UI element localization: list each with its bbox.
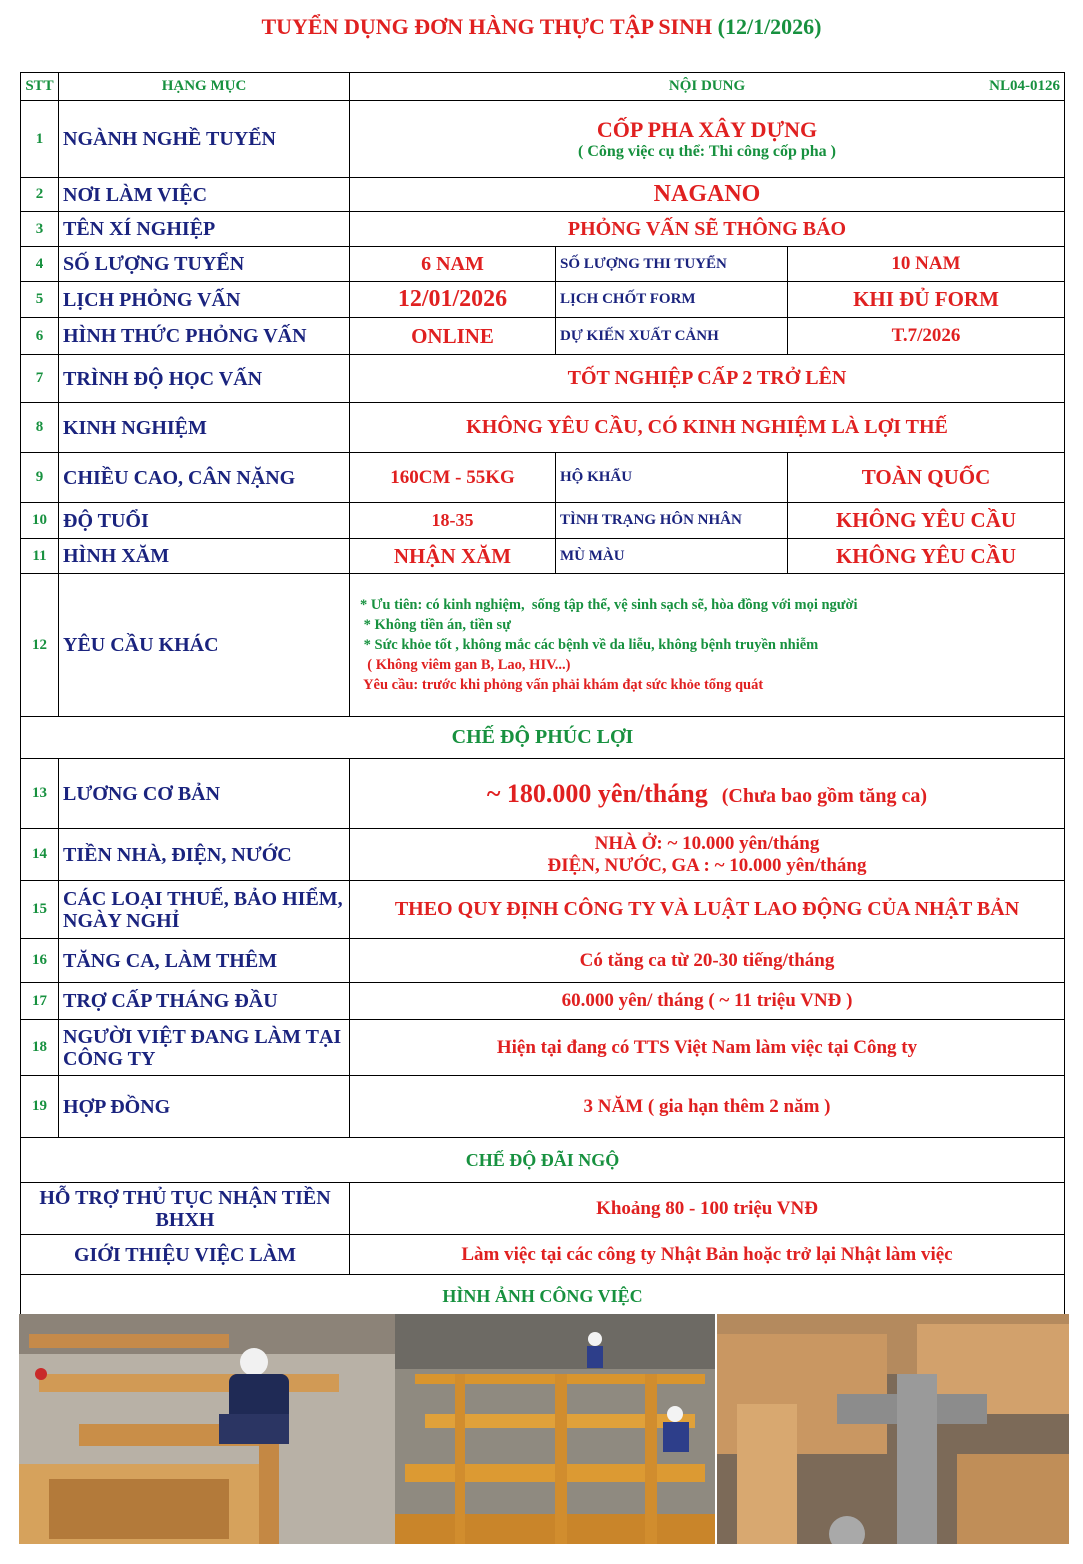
row-label: TRỢ CẤP THÁNG ĐẦU	[59, 983, 350, 1020]
benefit-value: Khoảng 80 - 100 triệu VNĐ	[350, 1183, 1065, 1235]
row-number: 11	[21, 539, 59, 574]
row-number: 4	[21, 247, 59, 282]
section-row	[21, 1138, 1065, 1183]
recruitment-table	[20, 72, 1065, 1319]
row-number: 17	[21, 983, 59, 1020]
row-value: Có tăng ca từ 20-30 tiếng/tháng	[350, 939, 1065, 983]
requirement-line: Yêu cầu: trước khi phỏng vấn phải khám đạt sức khỏe tổng quát	[360, 677, 764, 693]
row-label: TRÌNH ĐỘ HỌC VẤN	[59, 355, 350, 403]
formwork-photo-2	[395, 1314, 715, 1544]
salary-note: (Chưa bao gồm tăng ca)	[721, 784, 928, 807]
other-requirements	[350, 574, 1065, 717]
row-value	[350, 829, 1065, 881]
row-sublabel: HỘ KHẨU	[556, 453, 788, 503]
job-note: ( Công việc cụ thể: Thi công cốp pha )	[578, 143, 836, 160]
table-row	[21, 829, 1065, 881]
row-number: 19	[21, 1076, 59, 1138]
row-value: 6 NAM	[350, 247, 556, 282]
row-number: 18	[21, 1020, 59, 1076]
header-stt: STT	[21, 73, 59, 101]
row-value2: KHI ĐỦ FORM	[788, 282, 1065, 318]
row-number: 1	[21, 101, 59, 178]
row-value: 160CM - 55KG	[350, 453, 556, 503]
section-row	[21, 717, 1065, 759]
row-value: NAGANO	[350, 178, 1065, 212]
row-label: HÌNH XĂM	[59, 539, 350, 574]
row-value: 12/01/2026	[350, 282, 556, 318]
table-row	[21, 178, 1065, 212]
row-label: HÌNH THỨC PHỎNG VẤN	[59, 318, 350, 355]
row-number: 2	[21, 178, 59, 212]
section-welfare: CHẾ ĐỘ PHÚC LỢI	[21, 717, 1065, 759]
row-number: 12	[21, 574, 59, 717]
row-number: 14	[21, 829, 59, 881]
table-row	[21, 881, 1065, 939]
row-number: 13	[21, 759, 59, 829]
row-label: NƠI LÀM VIỆC	[59, 178, 350, 212]
formwork-photo-1	[19, 1314, 395, 1544]
row-value2: T.7/2026	[788, 318, 1065, 355]
row-label: YÊU CẦU KHÁC	[59, 574, 350, 717]
row-number: 5	[21, 282, 59, 318]
row-label: TÊN XÍ NGHIỆP	[59, 212, 350, 247]
table-row	[21, 1076, 1065, 1138]
benefit-value: Làm việc tại các công ty Nhật Bản hoặc trở lại Nhật làm việc	[350, 1235, 1065, 1275]
row-sublabel: DỰ KIẾN XUẤT CẢNH	[556, 318, 788, 355]
requirement-line: * Ưu tiên: có kinh nghiệm, sống tập thể, vệ sinh sạch sẽ, hòa đồng với mọi người	[360, 597, 858, 613]
table-row	[21, 503, 1065, 539]
row-value	[350, 101, 1065, 178]
row-sublabel: MÙ MÀU	[556, 539, 788, 574]
row-sublabel: TÌNH TRẠNG HÔN NHÂN	[556, 503, 788, 539]
table-header	[21, 73, 1065, 101]
row-label: SỐ LƯỢNG TUYỂN	[59, 247, 350, 282]
page-title	[0, 14, 1083, 40]
row-value: 60.000 yên/ tháng ( ~ 11 triệu VNĐ )	[350, 983, 1065, 1020]
row-sublabel: SỐ LƯỢNG THI TUYỂN	[556, 247, 788, 282]
row-number: 9	[21, 453, 59, 503]
requirement-line: ( Không viêm gan B, Lao, HIV...)	[360, 657, 571, 673]
table-row	[21, 212, 1065, 247]
table-row	[21, 539, 1065, 574]
header-category: HẠNG MỤC	[59, 73, 350, 101]
row-number: 8	[21, 403, 59, 453]
work-photos	[19, 1314, 1069, 1544]
table-row	[21, 403, 1065, 453]
benefit-label: HỖ TRỢ THỦ TỤC NHẬN TIỀN BHXH	[21, 1183, 350, 1235]
requirement-line: * Sức khỏe tốt , không mắc các bệnh về da liễu, không bệnh truyền nhiễm	[360, 637, 819, 653]
job-title: CỐP PHA XÂY DỰNG	[596, 117, 818, 142]
salary-value: ~ 180.000 yên/tháng	[486, 778, 708, 808]
row-number: 16	[21, 939, 59, 983]
table-row	[21, 983, 1065, 1020]
row-value: 3 NĂM ( gia hạn thêm 2 năm )	[350, 1076, 1065, 1138]
row-value: KHÔNG YÊU CẦU, CÓ KINH NGHIỆM LÀ LỢI THẾ	[350, 403, 1065, 453]
formwork-photo-3	[717, 1314, 1069, 1544]
table-row	[21, 355, 1065, 403]
row-value: PHỎNG VẤN SẼ THÔNG BÁO	[350, 212, 1065, 247]
title-main: TUYỂN DỤNG ĐƠN HÀNG THỰC TẬP SINH	[261, 14, 713, 39]
table-row	[21, 1020, 1065, 1076]
header-content-label: NỘI DUNG	[668, 78, 746, 94]
row-value: ONLINE	[350, 318, 556, 355]
row-value2: KHÔNG YÊU CẦU	[788, 539, 1065, 574]
table-row	[21, 318, 1065, 355]
table-row	[21, 759, 1065, 829]
row-number: 10	[21, 503, 59, 539]
header-content	[350, 73, 1065, 101]
row-number: 6	[21, 318, 59, 355]
row-label: CHIỀU CAO, CÂN NẶNG	[59, 453, 350, 503]
table-row	[21, 101, 1065, 178]
row-number: 3	[21, 212, 59, 247]
row-value: TỐT NGHIỆP CẤP 2 TRỞ LÊN	[350, 355, 1065, 403]
section-benefits: CHẾ ĐỘ ĐÃI NGỘ	[21, 1138, 1065, 1183]
row-label: KINH NGHIỆM	[59, 403, 350, 453]
row-value2: TOÀN QUỐC	[788, 453, 1065, 503]
row-label: NGƯỜI VIỆT ĐANG LÀM TẠI CÔNG TY	[59, 1020, 350, 1076]
row-label: TIỀN NHÀ, ĐIỆN, NƯỚC	[59, 829, 350, 881]
table-row	[21, 282, 1065, 318]
section-row	[21, 1275, 1065, 1319]
row-label: NGÀNH NGHỀ TUYỂN	[59, 101, 350, 178]
row-value2: KHÔNG YÊU CẦU	[788, 503, 1065, 539]
row-value2: 10 NAM	[788, 247, 1065, 282]
row-number: 7	[21, 355, 59, 403]
section-photos: HÌNH ẢNH CÔNG VIỆC	[21, 1275, 1065, 1319]
row-sublabel: LỊCH CHỐT FORM	[556, 282, 788, 318]
table-row	[21, 939, 1065, 983]
row-label: HỢP ĐỒNG	[59, 1076, 350, 1138]
row-value: 18-35	[350, 503, 556, 539]
row-value: NHẬN XĂM	[350, 539, 556, 574]
row-value: Hiện tại đang có TTS Việt Nam làm việc tại Công ty	[350, 1020, 1065, 1076]
row-label: CÁC LOẠI THUẾ, BẢO HIỂM, NGÀY NGHỈ	[59, 881, 350, 939]
form-code: NL04-0126	[989, 78, 1060, 94]
utility-cost: ĐIỆN, NƯỚC, GA : ~ 10.000 yên/tháng	[547, 854, 867, 876]
benefit-label: GIỚI THIỆU VIỆC LÀM	[21, 1235, 350, 1275]
title-date: (12/1/2026)	[717, 14, 822, 39]
table-row	[21, 247, 1065, 282]
table-row	[21, 1235, 1065, 1275]
table-row	[21, 453, 1065, 503]
row-label: ĐỘ TUỔI	[59, 503, 350, 539]
row-label: LỊCH PHỎNG VẤN	[59, 282, 350, 318]
row-value	[350, 759, 1065, 829]
housing-cost: NHÀ Ở: ~ 10.000 yên/tháng	[594, 832, 820, 854]
row-label: TĂNG CA, LÀM THÊM	[59, 939, 350, 983]
row-number: 15	[21, 881, 59, 939]
table-row	[21, 1183, 1065, 1235]
row-value: THEO QUY ĐỊNH CÔNG TY VÀ LUẬT LAO ĐỘNG CỦA NHẬT BẢN	[350, 881, 1065, 939]
requirement-line: * Không tiền án, tiền sự	[360, 617, 511, 633]
row-label: LƯƠNG CƠ BẢN	[59, 759, 350, 829]
table-row	[21, 574, 1065, 717]
